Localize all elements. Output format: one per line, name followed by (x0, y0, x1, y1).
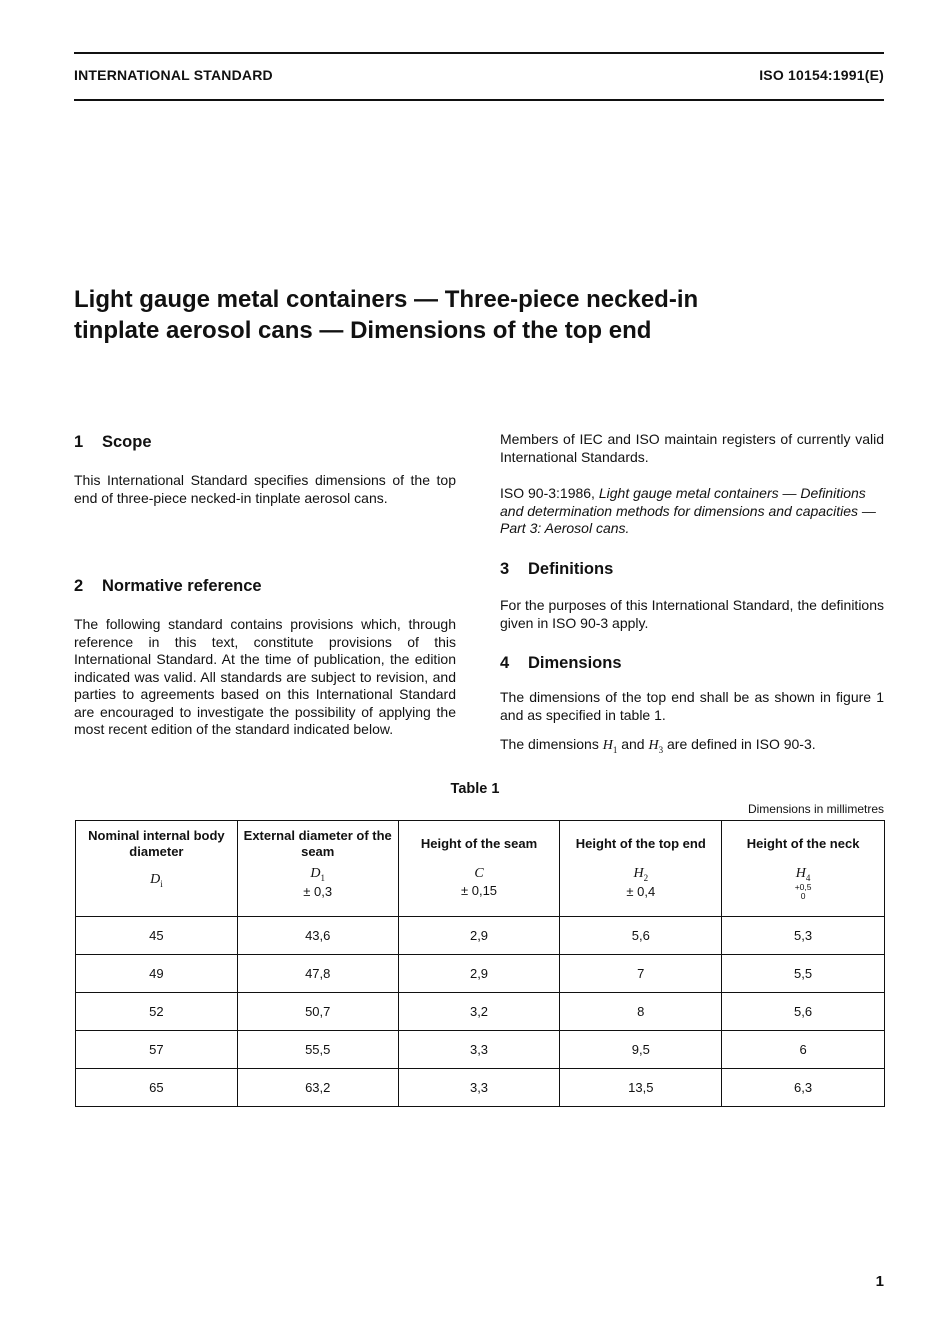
table-cell: 8 (560, 993, 722, 1031)
title-line-1: Light gauge metal containers — Three-piece necked-in (74, 286, 699, 313)
header-top-rule (74, 52, 884, 54)
definitions-text: For the purposes of this International Standard, the definitions given in ISO 90-3 apply. (500, 597, 884, 631)
col-header-neck-height: Height of the neck $H_4$ +0,5 0 (722, 821, 885, 917)
table-cell: 43,6 (237, 917, 398, 955)
table-cell: 55,5 (237, 1031, 398, 1069)
table-row (76, 1069, 885, 1107)
table-cell: 5,3 (722, 917, 885, 955)
col-header-internal-diameter: Nominal internal body diameter $D_i$ (76, 821, 238, 917)
page-number: 1 (875, 1273, 884, 1290)
dimensions-table (75, 820, 885, 1107)
section-normative-heading (74, 577, 456, 596)
section-number: 3 (500, 560, 510, 578)
table-cell: 45 (76, 917, 238, 955)
table-cell: 52 (76, 993, 238, 1031)
col-header-seam-height: Height of the seam C ± 0,15 (398, 821, 560, 917)
section-dimensions-heading (500, 654, 884, 673)
table-cell: 3,2 (398, 993, 560, 1031)
table-cell: 47,8 (237, 955, 398, 993)
title-line-2: tinplate aerosol cans — Dimensions of the top end (74, 317, 652, 344)
header-document-id: ISO 10154:1991(E) (759, 67, 884, 83)
table-cell: 2,9 (398, 955, 560, 993)
section-title: Dimensions (528, 654, 622, 672)
table-cell: 3,3 (398, 1069, 560, 1107)
reference-title: Light gauge metal containers — Definitions and determination methods for dimensions and capacities — Part 3: Aerosol cans. (500, 485, 876, 536)
table-units: Dimensions in millimetres (747, 802, 884, 816)
table-row (76, 1031, 885, 1069)
symbol-h3: $H_3$ (648, 738, 664, 755)
normative-continuation: Members of IEC and ISO maintain registers of currently valid International Standards. (500, 431, 884, 465)
table-cell: 13,5 (560, 1069, 722, 1107)
document-title (74, 284, 874, 346)
section-scope-heading (74, 433, 456, 452)
table-cell: 3,3 (398, 1031, 560, 1069)
section-definitions-heading (500, 560, 884, 579)
table-cell: 5,6 (722, 993, 885, 1031)
table-cell: 50,7 (237, 993, 398, 1031)
table-caption: Table 1 (450, 781, 500, 797)
table-row (76, 993, 885, 1031)
dimensions-note: The dimensions $H_1$ and $H_3$ are defined in ISO 90-3. (500, 736, 816, 755)
scope-text: This International Standard specifies dimensions of the top end of three-piece necked-in tinplate aerosol cans. (74, 472, 456, 506)
table-cell: 6 (722, 1031, 885, 1069)
section-number: 2 (74, 577, 84, 595)
section-number: 4 (500, 654, 510, 672)
table-cell: 57 (76, 1031, 238, 1069)
table-cell: 63,2 (237, 1069, 398, 1107)
col-header-top-end-height: Height of the top end $H_2$ ± 0,4 (560, 821, 722, 917)
table-cell: 7 (560, 955, 722, 993)
section-title: Scope (102, 433, 152, 451)
symbol-h1: $H_1$ (602, 738, 618, 755)
table-cell: 65 (76, 1069, 238, 1107)
normative-reference (500, 485, 884, 538)
header-standard-label: INTERNATIONAL STANDARD (74, 67, 273, 83)
section-title: Definitions (528, 560, 614, 578)
table-cell: 5,6 (560, 917, 722, 955)
table-cell: 49 (76, 955, 238, 993)
table-cell: 5,5 (722, 955, 885, 993)
section-number: 1 (74, 433, 84, 451)
header-bottom-rule (74, 99, 884, 101)
table-header-row (76, 821, 885, 917)
table-row (76, 917, 885, 955)
col-header-seam-diameter: External diameter of the seam $D_1$ ± 0,3 (237, 821, 398, 917)
table-cell: 6,3 (722, 1069, 885, 1107)
normative-text: The following standard contains provisions which, through reference in this text, constitute provisions of this International Standard. At the time of publication, the edition indicated was valid. All standards are subject to revision, and parties to agreements based on this International Standard are encouraged to investigate the possibility of applying the most recent edition of the standard indicated below. (74, 616, 456, 737)
table-row (76, 955, 885, 993)
table-cell: 9,5 (560, 1031, 722, 1069)
table-cell: 2,9 (398, 917, 560, 955)
dimensions-text: The dimensions of the top end shall be as shown in figure 1 and as specified in table 1. (500, 689, 884, 723)
section-title: Normative reference (102, 577, 262, 595)
reference-id: ISO 90-3:1986, (500, 485, 595, 501)
